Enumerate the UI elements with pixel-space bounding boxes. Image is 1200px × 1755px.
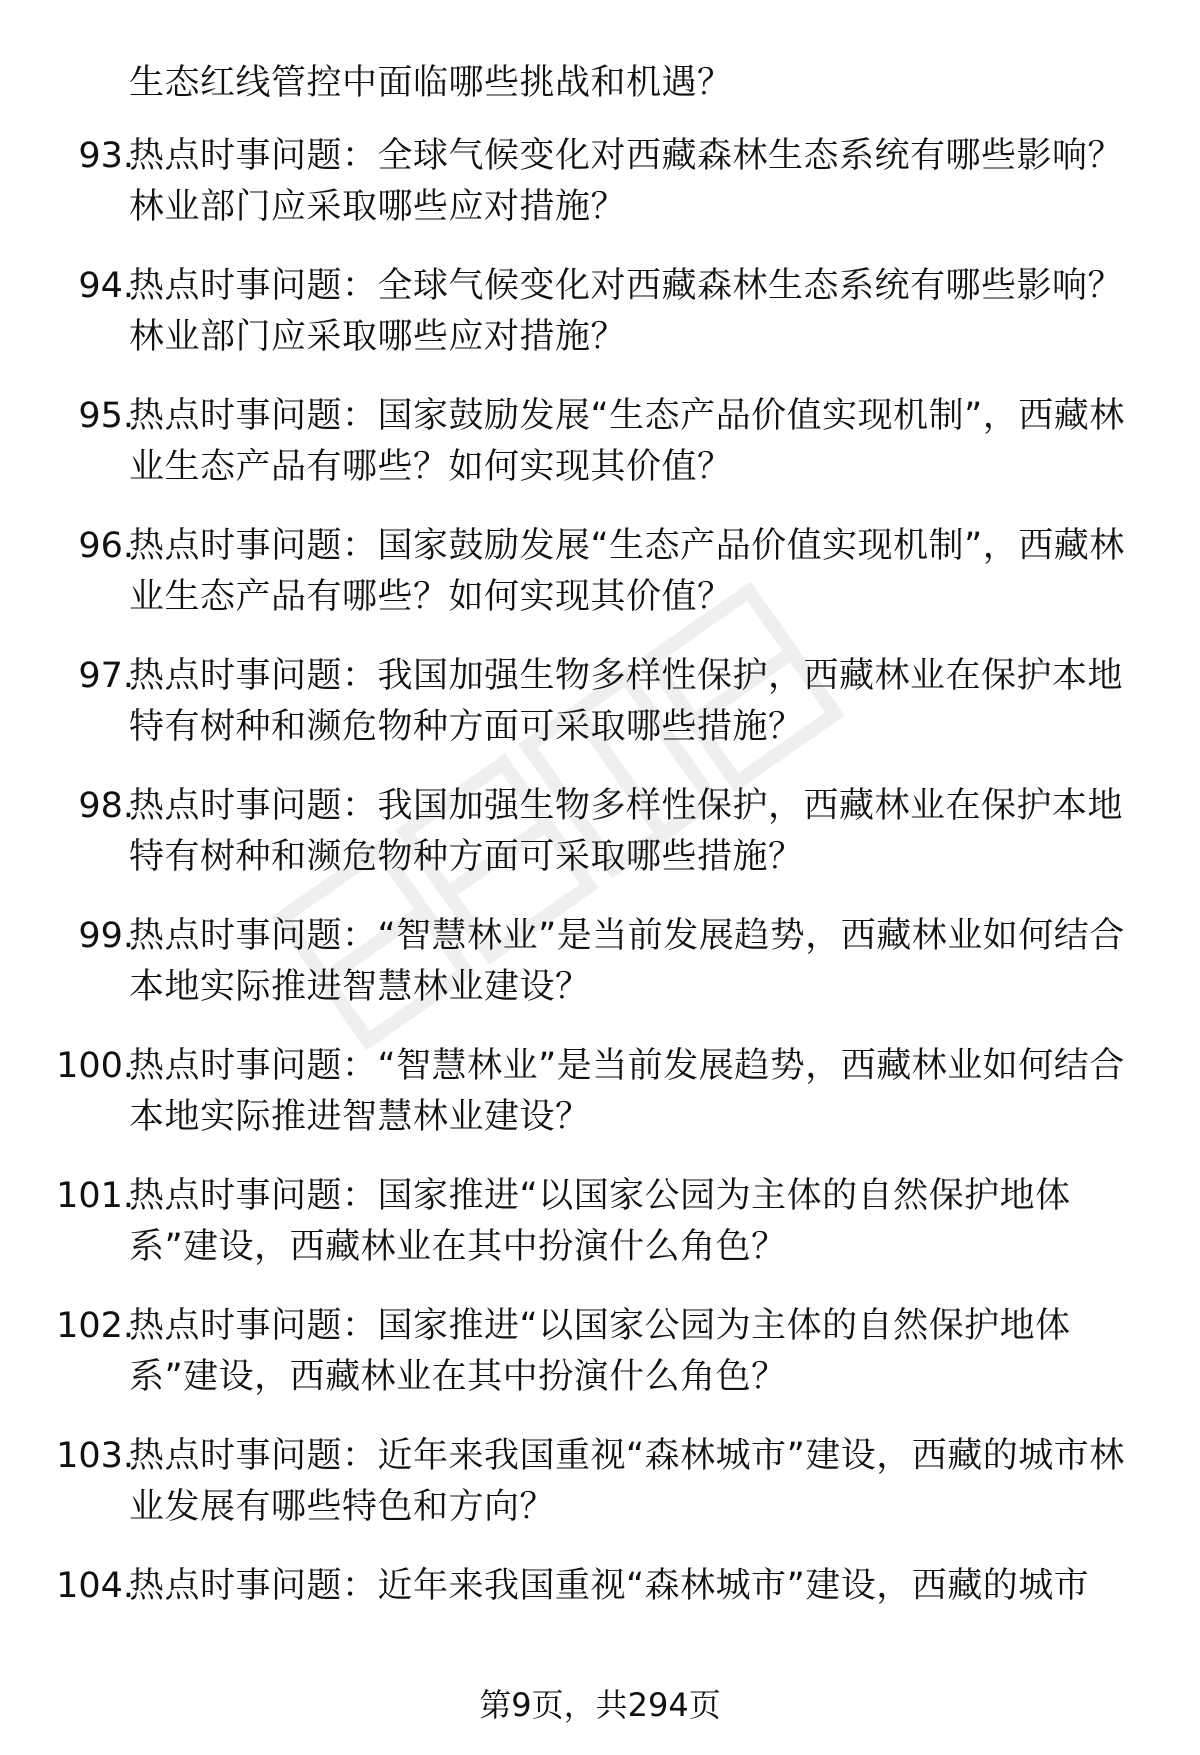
page-footer: 第9页，共294页 — [479, 1686, 721, 1724]
continued-question-text: 生态红线管控中面临哪些挑战和机遇？ — [129, 63, 733, 103]
question-number: 97. — [78, 656, 134, 696]
question-text: 热点时事问题：我国加强生物多样性保护，西藏林业在保护本地特有树种和濒危物种方面可采取哪些措施？ — [129, 656, 1124, 747]
question-text: 热点时事问题：近年来我国重视“森林城市”建设，西藏的城市林业发展有哪些特色和方向？ — [129, 1436, 1125, 1527]
question-item — [0, 781, 1200, 891]
question-number: 104. — [56, 1566, 134, 1606]
question-number: 100. — [56, 1046, 134, 1086]
question-text: 热点时事问题：“智慧林业”是当前发展趋势，西藏林业如何结合本地实际推进智慧林业建设？ — [129, 1046, 1125, 1137]
question-number: 103. — [56, 1436, 134, 1476]
question-number: 95. — [78, 396, 134, 436]
question-item — [0, 911, 1200, 1021]
question-text: 热点时事问题：国家鼓励发展“生态产品价值实现机制”，西藏林业生态产品有哪些？如何实现其价值？ — [129, 396, 1125, 487]
question-text: 热点时事问题：国家推进“以国家公园为主体的自然保护地体系”建设，西藏林业在其中扮演什么角色？ — [129, 1176, 1071, 1267]
question-number: 101. — [56, 1176, 134, 1216]
question-text: 热点时事问题：全球气候变化对西藏森林生态系统有哪些影响？林业部门应采取哪些应对措施？ — [129, 136, 1124, 227]
question-item — [0, 261, 1200, 371]
question-item — [0, 1431, 1200, 1541]
question-number: 93. — [78, 136, 134, 176]
question-text: 热点时事问题：近年来我国重视“森林城市”建设，西藏的城市 — [129, 1566, 1090, 1606]
question-item — [0, 1301, 1200, 1411]
question-number: 99. — [78, 916, 134, 956]
question-text: 热点时事问题：我国加强生物多样性保护，西藏林业在保护本地特有树种和濒危物种方面可采取哪些措施？ — [129, 786, 1124, 877]
question-text: 热点时事问题：国家推进“以国家公园为主体的自然保护地体系”建设，西藏林业在其中扮演什么角色？ — [129, 1306, 1071, 1397]
question-text: 热点时事问题：全球气候变化对西藏森林生态系统有哪些影响？林业部门应采取哪些应对措施？ — [129, 266, 1124, 357]
question-item — [0, 131, 1200, 241]
question-item — [0, 1561, 1200, 1671]
question-item — [0, 1041, 1200, 1151]
question-number: 94. — [78, 266, 134, 306]
question-number: 102. — [56, 1306, 134, 1346]
question-item — [0, 521, 1200, 631]
question-number: 96. — [78, 526, 134, 566]
question-item — [0, 1171, 1200, 1281]
question-item — [0, 391, 1200, 501]
question-text: 热点时事问题：“智慧林业”是当前发展趋势，西藏林业如何结合本地实际推进智慧林业建设？ — [129, 916, 1125, 1007]
question-item — [0, 651, 1200, 761]
question-number: 98. — [78, 786, 134, 826]
question-text: 热点时事问题：国家鼓励发展“生态产品价值实现机制”，西藏林业生态产品有哪些？如何实现其价值？ — [129, 526, 1125, 617]
